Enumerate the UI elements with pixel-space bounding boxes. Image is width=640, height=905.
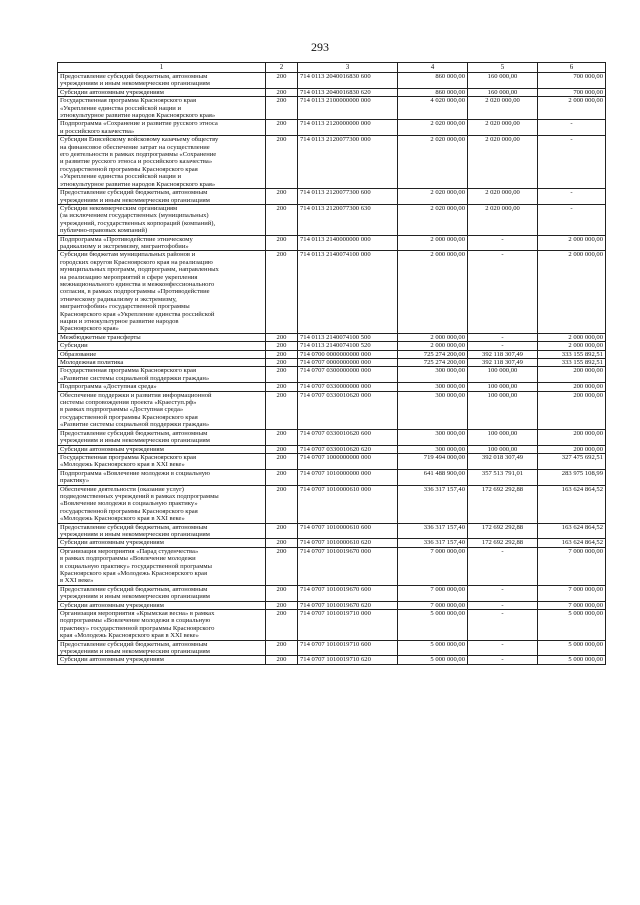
table-row: [58, 97, 606, 120]
row-amount-col6-cell: 700 000,00: [538, 88, 606, 96]
row-classification-cell: 714 0113 2140074100 520: [298, 342, 398, 350]
row-name-cell: Подпрограмма «Вовлечение молодежи в социальную практику»: [58, 469, 266, 485]
row-amount-col6-cell: 5 000 000,00: [538, 656, 606, 664]
row-amount-col4-cell: 336 317 157,40: [398, 523, 468, 539]
row-amount-col6-cell: -: [538, 136, 606, 189]
row-classification-cell: 714 0113 2040016830 600: [298, 73, 398, 89]
row-code-cell: 200: [266, 429, 298, 445]
row-code-cell: 200: [266, 547, 298, 585]
table-row: [58, 547, 606, 585]
row-classification-cell: 714 0707 1010000610 620: [298, 539, 398, 547]
row-name-cell: Государственная программа Красноярского края «Укрепление единства российской нации и этнокультурное развитие народов Красноярского края»: [58, 97, 266, 120]
row-amount-col5-cell: 172 692 292,88: [468, 523, 538, 539]
row-name-cell: Образование: [58, 350, 266, 358]
row-name-cell: Организация мероприятия «Крымская весна» в рамках подпрограммы «Вовлечение молодежи в социальную практику» государственной программы Красноярского края «Молодежь Красноярского края в XXI веке»: [58, 610, 266, 641]
row-amount-col5-cell: 392 118 307,49: [468, 359, 538, 367]
row-classification-cell: 714 0707 1010000610 000: [298, 485, 398, 523]
row-amount-col6-cell: 333 155 892,51: [538, 350, 606, 358]
row-code-cell: 200: [266, 485, 298, 523]
row-classification-cell: 714 0707 1010019710 620: [298, 656, 398, 664]
table-row: [58, 189, 606, 205]
row-name-cell: Подпрограмма «Противодействие этническому радикализму и экстремизму, мигрантофобии»: [58, 235, 266, 251]
row-amount-col5-cell: 2 020 000,00: [468, 189, 538, 205]
row-amount-col4-cell: 719 494 000,00: [398, 453, 468, 469]
row-code-cell: 200: [266, 523, 298, 539]
row-classification-cell: 714 0113 2120077300 000: [298, 136, 398, 189]
row-name-cell: Субсидии автономным учреждениям: [58, 601, 266, 609]
row-amount-col5-cell: 2 020 000,00: [468, 204, 538, 235]
table-row: [58, 539, 606, 547]
row-amount-col5-cell: 2 020 000,00: [468, 136, 538, 189]
column-header-4: 4: [398, 63, 468, 73]
row-code-cell: 200: [266, 656, 298, 664]
table-row: [58, 251, 606, 333]
row-amount-col5-cell: 100 000,00: [468, 429, 538, 445]
row-amount-col6-cell: 7 000 000,00: [538, 547, 606, 585]
row-classification-cell: 714 0113 2140074100 500: [298, 333, 398, 341]
budget-table: [57, 62, 606, 665]
row-code-cell: 200: [266, 97, 298, 120]
row-amount-col5-cell: -: [468, 640, 538, 656]
row-name-cell: Субсидии автономным учреждениям: [58, 656, 266, 664]
row-name-cell: Предоставление субсидий бюджетным, автономным учреждениям и иным некоммерческим организациям: [58, 189, 266, 205]
row-amount-col6-cell: 700 000,00: [538, 73, 606, 89]
table-row: [58, 136, 606, 189]
row-amount-col6-cell: 283 975 108,99: [538, 469, 606, 485]
row-amount-col5-cell: 160 000,00: [468, 73, 538, 89]
row-code-cell: 200: [266, 88, 298, 96]
row-name-cell: Подпрограмма «Сохранение и развитие русского этноса и российского казачества»: [58, 120, 266, 136]
table-row: [58, 359, 606, 367]
row-name-cell: Субсидии некоммерческим организациям (за исключением государственных (муниципальных) учреждений, государственных корпораций (компаний), публично-правовых компаний): [58, 204, 266, 235]
row-amount-col6-cell: 7 000 000,00: [538, 585, 606, 601]
row-name-cell: Государственная программа Красноярского края «Развитие системы социальной поддержки граждан»: [58, 367, 266, 383]
row-amount-col5-cell: -: [468, 601, 538, 609]
row-amount-col5-cell: -: [468, 585, 538, 601]
row-amount-col4-cell: 7 000 000,00: [398, 547, 468, 585]
row-classification-cell: 714 0113 2140000000 000: [298, 235, 398, 251]
row-name-cell: Предоставление субсидий бюджетным, автономным учреждениям и иным некоммерческим организациям: [58, 523, 266, 539]
row-code-cell: 200: [266, 235, 298, 251]
table-row: [58, 73, 606, 89]
row-amount-col4-cell: 860 000,00: [398, 73, 468, 89]
row-code-cell: 200: [266, 453, 298, 469]
row-amount-col4-cell: 641 488 900,00: [398, 469, 468, 485]
table-row: [58, 350, 606, 358]
row-amount-col6-cell: -: [538, 204, 606, 235]
row-classification-cell: 714 0707 1010019670 000: [298, 547, 398, 585]
row-code-cell: 200: [266, 383, 298, 391]
row-code-cell: 200: [266, 367, 298, 383]
row-classification-cell: 714 0113 2040016830 620: [298, 88, 398, 96]
row-classification-cell: 714 0113 2100000000 000: [298, 97, 398, 120]
row-amount-col6-cell: 200 000,00: [538, 429, 606, 445]
row-code-cell: 200: [266, 585, 298, 601]
row-amount-col5-cell: 2 020 000,00: [468, 97, 538, 120]
row-name-cell: Подпрограмма «Доступная среда»: [58, 383, 266, 391]
row-classification-cell: 714 0113 2140074100 000: [298, 251, 398, 333]
row-name-cell: Предоставление субсидий бюджетным, автономным учреждениям и иным некоммерческим организациям: [58, 585, 266, 601]
page-number: 293: [311, 40, 329, 54]
row-classification-cell: 714 0707 1010000000 000: [298, 469, 398, 485]
row-amount-col6-cell: 2 000 000,00: [538, 97, 606, 120]
row-amount-col4-cell: 2 020 000,00: [398, 120, 468, 136]
row-amount-col6-cell: 5 000 000,00: [538, 610, 606, 641]
row-amount-col6-cell: 200 000,00: [538, 367, 606, 383]
row-amount-col6-cell: -: [538, 120, 606, 136]
row-amount-col4-cell: 5 000 000,00: [398, 640, 468, 656]
row-amount-col6-cell: 200 000,00: [538, 383, 606, 391]
row-name-cell: Обеспечение деятельности (оказание услуг) подведомственных учреждений в рамках подпрограммы «Вовлечение молодежи в социальную практику» государственной программы Красноярского края «Молодежь Красноярского края в XXI веке»: [58, 485, 266, 523]
row-code-cell: 200: [266, 469, 298, 485]
row-classification-cell: 714 0113 2120000000 000: [298, 120, 398, 136]
row-amount-col5-cell: 172 692 292,88: [468, 485, 538, 523]
row-amount-col6-cell: 5 000 000,00: [538, 640, 606, 656]
row-amount-col6-cell: 2 000 000,00: [538, 251, 606, 333]
row-amount-col4-cell: 336 317 157,40: [398, 539, 468, 547]
table-row: [58, 383, 606, 391]
row-amount-col6-cell: 163 624 864,52: [538, 485, 606, 523]
row-code-cell: 200: [266, 539, 298, 547]
table-row: [58, 610, 606, 641]
table-row: [58, 453, 606, 469]
row-code-cell: 200: [266, 204, 298, 235]
table-row: [58, 585, 606, 601]
row-amount-col4-cell: 300 000,00: [398, 391, 468, 429]
row-amount-col4-cell: 2 020 000,00: [398, 204, 468, 235]
table-row: [58, 523, 606, 539]
column-number-row: [58, 63, 606, 73]
row-amount-col4-cell: 7 000 000,00: [398, 585, 468, 601]
row-amount-col4-cell: 300 000,00: [398, 429, 468, 445]
row-amount-col4-cell: 860 000,00: [398, 88, 468, 96]
row-amount-col4-cell: 4 020 000,00: [398, 97, 468, 120]
row-code-cell: 200: [266, 333, 298, 341]
row-amount-col6-cell: 2 000 000,00: [538, 333, 606, 341]
row-amount-col5-cell: 357 513 791,01: [468, 469, 538, 485]
row-amount-col4-cell: 300 000,00: [398, 367, 468, 383]
row-name-cell: Предоставление субсидий бюджетным, автономным учреждениям и иным некоммерческим организациям: [58, 73, 266, 89]
row-code-cell: 200: [266, 601, 298, 609]
row-code-cell: 200: [266, 120, 298, 136]
table-row: [58, 601, 606, 609]
row-amount-col5-cell: 100 000,00: [468, 367, 538, 383]
row-amount-col6-cell: 200 000,00: [538, 445, 606, 453]
column-header-6: 6: [538, 63, 606, 73]
table-row: [58, 469, 606, 485]
table-row: [58, 429, 606, 445]
row-amount-col4-cell: 725 274 200,00: [398, 359, 468, 367]
row-name-cell: Предоставление субсидий бюджетным, автономным учреждениям и иным некоммерческим организациям: [58, 640, 266, 656]
table-row: [58, 445, 606, 453]
row-name-cell: Субсидии бюджетам муниципальных районов и городских округов Красноярского края на реализацию муниципальных программ, подпрограмм, направленных на реализацию мероприятий в сфере укрепления межнационального единства и межконфессионального согласия, в рамках подпрограммы «Противодействие этническому радикализму и экстремизму, мигрантофобии» государственной программы Красноярского края «Укрепление единства российской нации и этнокультурное развитие народов Красноярского края»: [58, 251, 266, 333]
table-row: [58, 391, 606, 429]
row-amount-col6-cell: 200 000,00: [538, 391, 606, 429]
row-amount-col6-cell: 333 155 892,51: [538, 359, 606, 367]
row-name-cell: Межбюджетные трансферты: [58, 333, 266, 341]
column-header-1: 1: [58, 63, 266, 73]
table-row: [58, 640, 606, 656]
row-classification-cell: 714 0707 0330010620 600: [298, 429, 398, 445]
row-amount-col5-cell: 392 018 307,49: [468, 453, 538, 469]
row-amount-col5-cell: -: [468, 547, 538, 585]
row-classification-cell: 714 0700 0000000000 000: [298, 350, 398, 358]
row-amount-col5-cell: 392 118 307,49: [468, 350, 538, 358]
row-amount-col4-cell: 300 000,00: [398, 383, 468, 391]
row-amount-col5-cell: 172 692 292,88: [468, 539, 538, 547]
row-amount-col4-cell: 300 000,00: [398, 445, 468, 453]
row-amount-col4-cell: 336 317 157,40: [398, 485, 468, 523]
table-row: [58, 204, 606, 235]
row-amount-col4-cell: 725 274 200,00: [398, 350, 468, 358]
row-classification-cell: 714 0707 0000000000 000: [298, 359, 398, 367]
row-classification-cell: 714 0113 2120077300 600: [298, 189, 398, 205]
row-code-cell: 200: [266, 189, 298, 205]
row-code-cell: 200: [266, 445, 298, 453]
row-amount-col5-cell: 2 020 000,00: [468, 120, 538, 136]
row-classification-cell: 714 0707 1010019710 000: [298, 610, 398, 641]
row-amount-col4-cell: 7 000 000,00: [398, 601, 468, 609]
row-amount-col4-cell: 5 000 000,00: [398, 610, 468, 641]
row-code-cell: 200: [266, 73, 298, 89]
row-amount-col5-cell: 160 000,00: [468, 88, 538, 96]
row-classification-cell: 714 0707 1010000610 600: [298, 523, 398, 539]
row-classification-cell: 714 0707 1010019710 600: [298, 640, 398, 656]
table-row: [58, 235, 606, 251]
table-row: [58, 656, 606, 664]
row-amount-col4-cell: 2 020 000,00: [398, 189, 468, 205]
table-row: [58, 342, 606, 350]
row-classification-cell: 714 0707 0330010620 000: [298, 391, 398, 429]
row-amount-col6-cell: 163 624 864,52: [538, 539, 606, 547]
row-code-cell: 200: [266, 251, 298, 333]
row-code-cell: 200: [266, 640, 298, 656]
row-classification-cell: 714 0707 0330000000 000: [298, 383, 398, 391]
row-amount-col5-cell: -: [468, 656, 538, 664]
column-header-2: 2: [266, 63, 298, 73]
row-code-cell: 200: [266, 359, 298, 367]
row-amount-col6-cell: 163 624 864,52: [538, 523, 606, 539]
row-amount-col5-cell: -: [468, 342, 538, 350]
row-name-cell: Молодежная политика: [58, 359, 266, 367]
row-amount-col5-cell: -: [468, 333, 538, 341]
row-classification-cell: 714 0707 1010019670 620: [298, 601, 398, 609]
table-row: [58, 88, 606, 96]
row-amount-col4-cell: 5 000 000,00: [398, 656, 468, 664]
table-row: [58, 485, 606, 523]
row-amount-col4-cell: 2 000 000,00: [398, 333, 468, 341]
row-code-cell: 200: [266, 350, 298, 358]
table-row: [58, 333, 606, 341]
row-amount-col5-cell: 100 000,00: [468, 445, 538, 453]
row-code-cell: 200: [266, 136, 298, 189]
row-amount-col5-cell: -: [468, 235, 538, 251]
row-classification-cell: 714 0707 0330010620 620: [298, 445, 398, 453]
row-classification-cell: 714 0707 1010019670 600: [298, 585, 398, 601]
row-amount-col6-cell: 2 000 000,00: [538, 235, 606, 251]
row-amount-col4-cell: 2 020 000,00: [398, 136, 468, 189]
row-name-cell: Субсидии автономным учреждениям: [58, 445, 266, 453]
row-name-cell: Субсидии автономным учреждениям: [58, 88, 266, 96]
column-header-3: 3: [298, 63, 398, 73]
row-code-cell: 200: [266, 342, 298, 350]
row-code-cell: 200: [266, 391, 298, 429]
row-name-cell: Государственная программа Красноярского края «Молодежь Красноярского края в XXI веке»: [58, 453, 266, 469]
row-code-cell: 200: [266, 610, 298, 641]
table-row: [58, 120, 606, 136]
row-classification-cell: 714 0707 0300000000 000: [298, 367, 398, 383]
row-name-cell: Субсидии: [58, 342, 266, 350]
table-row: [58, 367, 606, 383]
row-amount-col5-cell: -: [468, 610, 538, 641]
row-amount-col5-cell: 100 000,00: [468, 383, 538, 391]
row-amount-col6-cell: -: [538, 189, 606, 205]
row-amount-col5-cell: 100 000,00: [468, 391, 538, 429]
row-amount-col5-cell: -: [468, 251, 538, 333]
row-name-cell: Обеспечение поддержки и развития информационной системы сопровождения проекта «Краеступ.рф» в рамках подпрограммы «Доступная среда» государственной программы Красноярского края «Развитие системы социальной поддержки граждан»: [58, 391, 266, 429]
row-amount-col4-cell: 2 000 000,00: [398, 251, 468, 333]
row-amount-col6-cell: 7 000 000,00: [538, 601, 606, 609]
row-name-cell: Предоставление субсидий бюджетным, автономным учреждениям и иным некоммерческим организациям: [58, 429, 266, 445]
row-name-cell: Организация мероприятия «Парад студенчества» в рамках подпрограммы «Вовлечение молодежи в социальную практику» государственной программы Красноярского края «Молодежь Красноярского края в XXI веке»: [58, 547, 266, 585]
row-amount-col4-cell: 2 000 000,00: [398, 342, 468, 350]
row-amount-col6-cell: 327 475 692,51: [538, 453, 606, 469]
row-name-cell: Субсидии автономным учреждениям: [58, 539, 266, 547]
row-amount-col6-cell: 2 000 000,00: [538, 342, 606, 350]
row-classification-cell: 714 0113 2120077300 630: [298, 204, 398, 235]
row-amount-col4-cell: 2 000 000,00: [398, 235, 468, 251]
row-name-cell: Субсидия Енисейскому войсковому казачьему обществу на финансовое обеспечение затрат на осуществление его деятельности в рамках подпрограммы «Сохранение и развитие русского этноса и российского казачества» государственной программы Красноярского края «Укрепление единства российской нации и этнокультурное развитие народов Красноярского края»: [58, 136, 266, 189]
row-classification-cell: 714 0707 1000000000 000: [298, 453, 398, 469]
column-header-5: 5: [468, 63, 538, 73]
